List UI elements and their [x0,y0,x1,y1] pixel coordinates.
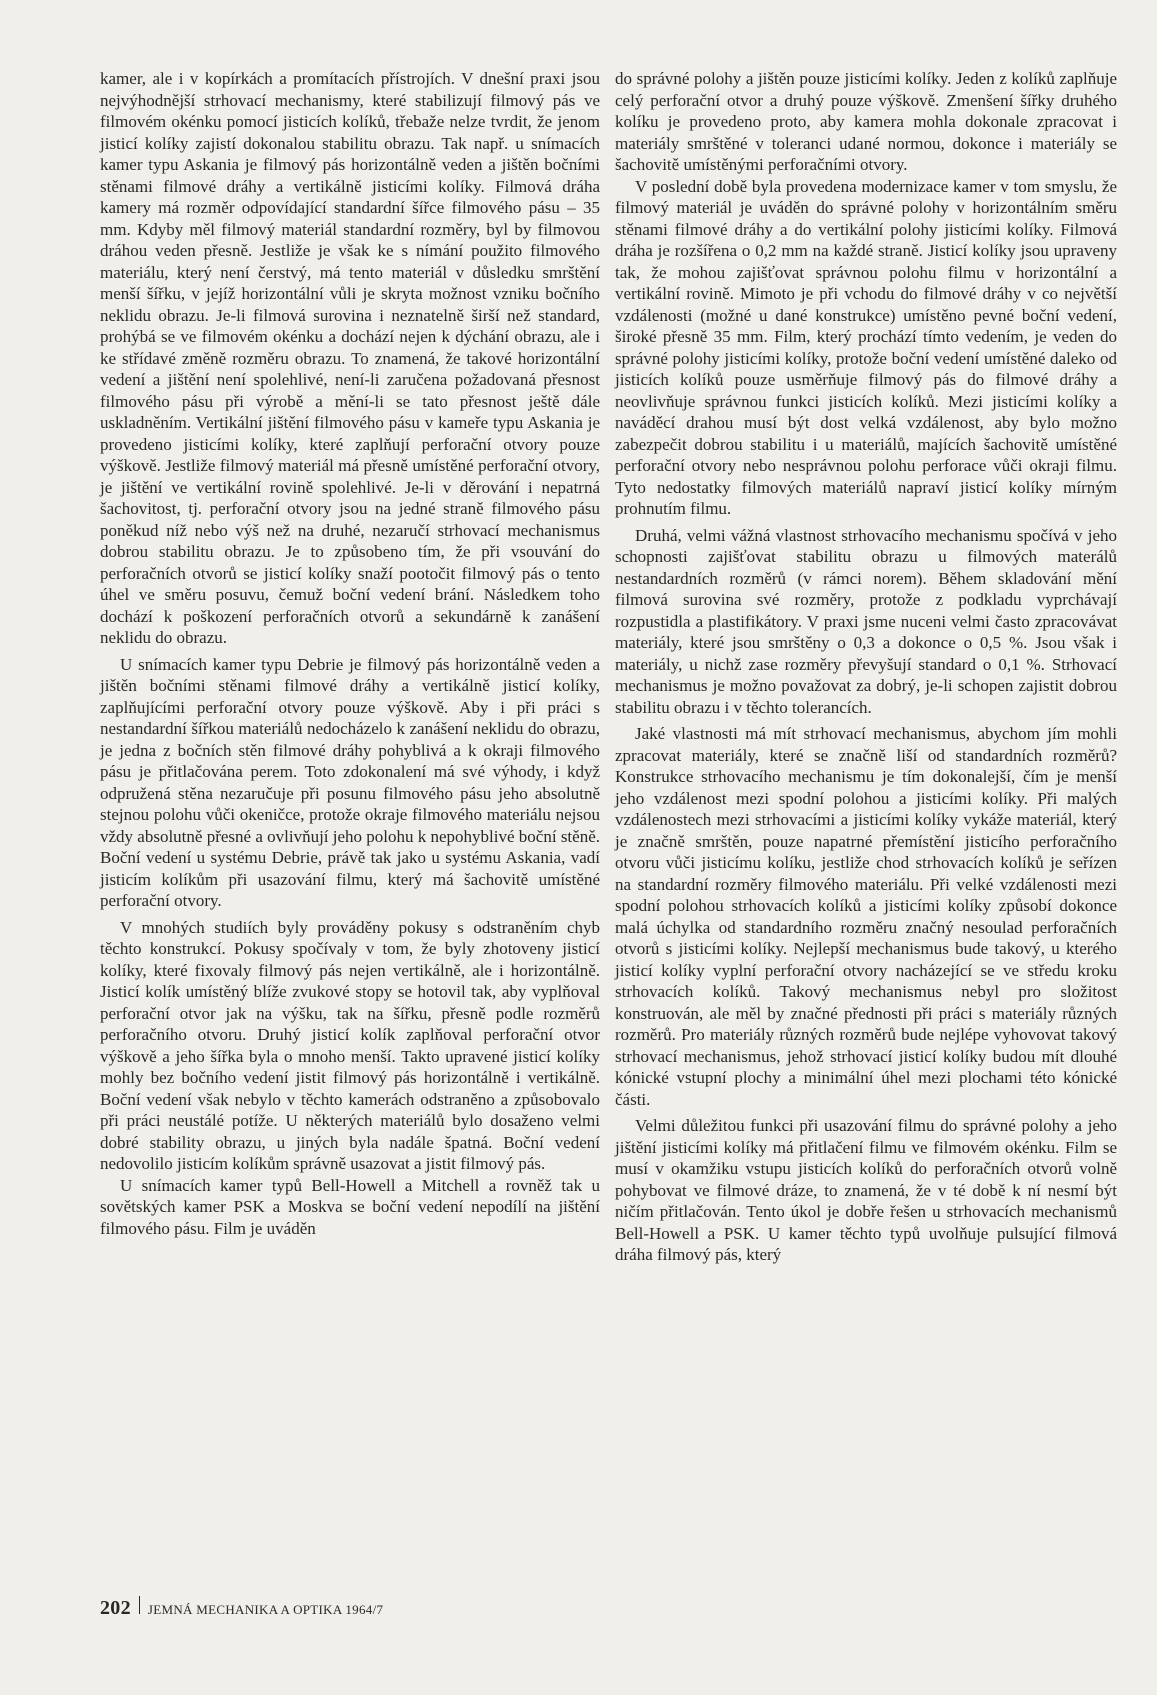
page-footer [100,1596,383,1620]
paragraph: Velmi důležitou funkci při usazování filmu do správné polohy a jeho jištění jisticími kolíky má přitlačení filmu ve filmovém okénku. Film se musí v okamžiku vstupu jisticích kolíků do perforačních otvorů volně pohybovat ve filmové dráze, to znamená, že v té době k ní nesmí být ničím přitlačován. Tento úkol je dobře řešen u strhovacích mechanismů Bell-Howell a PSK. U kamer těchto typů uvolňuje pulsující filmová dráha filmový pás, který [615,1116,1117,1264]
paragraph: Druhá, velmi vážná vlastnost strhovacího mechanismu spočívá v jeho schopnosti zajišťovat stabilitu obrazu u filmových materálů nestandardních rozměrů (v rámci norem). Během skladování mění filmová surovina své rozměry, protože z podkladu vyprchávají rozpustidla a plastifikátory. V praxi jsme nuceni velmi často zpracovávat materiály, které jsou smrštěny o 0,3 a dokonce o 0,5 %. Jsou však i materiály, u nichž zase rozměry převyšují standard o 0,1 %. Strhovací mechanismus je možno považovat za dobrý, je-li schopen zajistit dobrou stabilitu obrazu i v těchto tolerancích. [615,525,1117,717]
right-column [615,68,1117,1266]
paragraph: do správné polohy a jištěn pouze jisticími kolíky. Jeden z kolíků zaplňuje celý perforační otvor a druhý pouze výškově. Zmenšení šířky druhého kolíku je provedeno proto, aby kamera mohla dokonale zpracovat i materiály smrštěné v toleranci udané normou, dokonce i materiály se šachovitě umístěnými perforačními otvory. [615,69,1117,174]
paragraph: Jaké vlastnosti má mít strhovací mechanismus, abychom jím mohli zpracovat materiály, které se značně liší od standardních rozměrů? Konstrukce strhovacího mechanismu je tím dokonalejší, čím je menší jeho vzdálenost mezi spodní polohou a jisticími kolíky. Při malých vzdálenostech mezi strhovacími a jisticími kolíky vykáže materiál, který je značně smrštěn, pouze napatrné přemístění jisticího perforačního otvoru vůči jisticímu kolíku, jestliže chod strhovacích kolíků je seřízen na standardní rozměry filmového materiálu. Při velké vzdálenosti mezi spodní polohou strhovacích kolíků a jisticími kolíky způsobí dokonce malá úchylka od standardního rozměru značný nesoulad perforačních otvorů s jisticími kolíky. Nejlepší mechanismus bude takový, u kterého jisticí kolíky vyplní perforační otvory nacházející se ve středu kroku strhovacích kolíků. Takový mechanismus nebyl pro složitost konstruován, ale měl by značné přednosti při práci s materiály různých rozměrů. Pro materiály různých rozměrů bude nejlépe vyhovovat takový strhovací mechanismus, jehož strhovací jisticí kolíky budou mít dlouhé kónické vstupní plochy a minimální úhel mezi plochami této kónické části. [615,724,1117,1109]
footer-divider [139,1596,140,1614]
left-column [100,68,600,1239]
journal-title: JEMNÁ MECHANIKA A OPTIKA 1964/7 [147,1602,384,1617]
paragraph: U snímacích kamer typu Debrie je filmový pás horizontálně veden a jištěn bočními stěnami filmové dráhy a vertikálně jisticí kolíky, zaplňujícími perforační otvory pouze výškově. Aby i při práci s nestandardní šířkou materiálů nedocházelo k zanášení neklidu do obrazu, je jedna z bočních stěn filmové dráhy pohyblivá a k okraji filmového pásu je přitlačována perem. Toto zdokonalení má své výhody, i když odpružená stěna nezaručuje při posunu filmového pásu jeho absolutně stejnou polohu vůči okeničce, protože okraje filmového materiálu nejsou vždy absolutně přesné a ovlivňují jeho polohu k nepohyblivé boční stěně. Boční vedení u systému Debrie, právě tak jako u systému Askania, vadí jisticím kolíkům při usazování filmu, který má šachovitě umístěné perforační otvory. [100,654,600,910]
paragraph: kamer, ale i v kopírkách a promítacích přístrojích. V dnešní praxi jsou nejvýhodnější strhovací mechanismy, které stabilizují filmový pás ve filmovém okénku pomocí jisticích kolíků, třebaže nelze tvrdit, že jenom jisticí kolíky zajistí dokonalou stabilitu obrazu. Tak např. u snímacích kamer typu Askania je filmový pás horizontálně veden a jištěn bočními stěnami filmové dráhy a vertikálně jisticími kolíky. Filmová dráha kamery má rozměr odpovídající standardní šířce filmového pásu – 35 mm. Kdyby měl filmový materiál standardní rozměry, byl by filmovou dráhou veden přesně. Jestliže je však ke s nímání použito filmového materiálu, který není čerstvý, má tento materiál v důsledku smrštění menší šířku, v jejíž horizontální vůli je skryta možnost vzniku bočního neklidu obrazu. Je-li filmová surovina i neznatelně širší než standard, prohýbá se ve filmovém okénku a dochází nejen k dýchání obrazu, ale i ke střídavé změně rozměru obrazu. To znamená, že takové horizontální vedení a jištění není spolehlivé, není-li zaručena požadovaná přesnost filmového pásu při výrobě a mění-li se tato přesnost ještě dále uskladněním. Vertikální jištění filmového pásu v kameře typu Askania je provedeno jisticími kolíky, které zaplňují perforační otvory pouze výškově. Jestliže filmový materiál má přesně umístěné perforační otvory, je jištění ve vertikální rovině spolehlivé. Je-li v děrování i nepatrná šachovitost, tj. perforační otvory jsou na jedné straně filmového pásu poněkud níž nebo výš než na druhé, nezaručí strhovací mechanismus dobrou stabilitu obrazu. Je to způsobeno tím, že při vsouvání do perforačních otvorů se jisticí kolíky snaží pootočit filmový pás o tento úhel ve směru posuvu, čemuž boční vedení brání. Následkem toho dochází k poškození perforačních otvorů a sekundárně k zanášení neklidu do obrazu. [100,69,600,647]
paragraph: V poslední době byla provedena modernizace kamer v tom smyslu, že filmový materiál je uváděn do správné polohy v horizontálním směru stěnami filmové dráhy a do vertikální polohy jisticími kolíky. Filmová dráha je rozšířena o 0,2 mm na každé straně. Jisticí kolíky jsou upraveny tak, že mohou zajišťovat správnou polohu filmu v horizontální a vertikální rovině. Mimoto je při vchodu do filmové dráhy v co největší vzdálenosti (možné u dané konstrukce) umístěno pevné boční vedení, široké přesně 35 mm. Film, který prochází tímto vedením, je veden do správné polohy jisticími kolíky, protože boční vedení umístěné daleko od jisticích kolíků pouze usměrňuje filmový pás do filmové dráhy a neovlivňuje správnou funkci jisticích kolíků. Mezi jisticími kolíky a naváděcí drahou musí být dost velká vzdálenost, aby bylo možno zabezpečit dobrou stabilitu i u materiálů, majících šachovitě umístěné perforační otvory nebo nesprávnou polohu perforace vůči okraji filmu. Tyto nedostatky filmových materiálů napraví jisticí kolíky mírným prohnutím filmu. [615,176,1117,518]
paragraph: V mnohých studiích byly prováděny pokusy s odstraněním chyb těchto konstrukcí. Pokusy spočívaly v tom, že byly zhotoveny jisticí kolíky, které fixovaly filmový pás nejen vertikálně, ale i horizontálně. Jisticí kolík umístěný blíže zvukové stopy se hotovil tak, aby vyplňoval perforační otvor jak na výšku, tak na šířku, přesně podle rozměrů perforačního otvoru. Druhý jisticí kolík zaplňoval perforační otvor výškově a jeho šířka byla o mnoho menší. Takto upravené jisticí kolíky mohly bez bočního vedení jistit filmový pás horizontálně i vertikálně. Boční vedení však nebylo v těchto kamerách odstraněno a způsobovalo při práci neustálé potíže. U některých materiálů bylo dosaženo velmi dobré stability obrazu, u jiných byla nadále špatná. Boční vedení nedovolilo jisticím kolíkům správně usazovat a jistit filmový pás. [100,917,600,1173]
page-number: 202 [100,1597,131,1619]
paragraph: U snímacích kamer typů Bell-Howell a Mitchell a rovněž tak u sovětských kamer PSK a Moskva se boční vedení nepodílí na jištění filmového pásu. Film je uváděn [100,1175,600,1238]
